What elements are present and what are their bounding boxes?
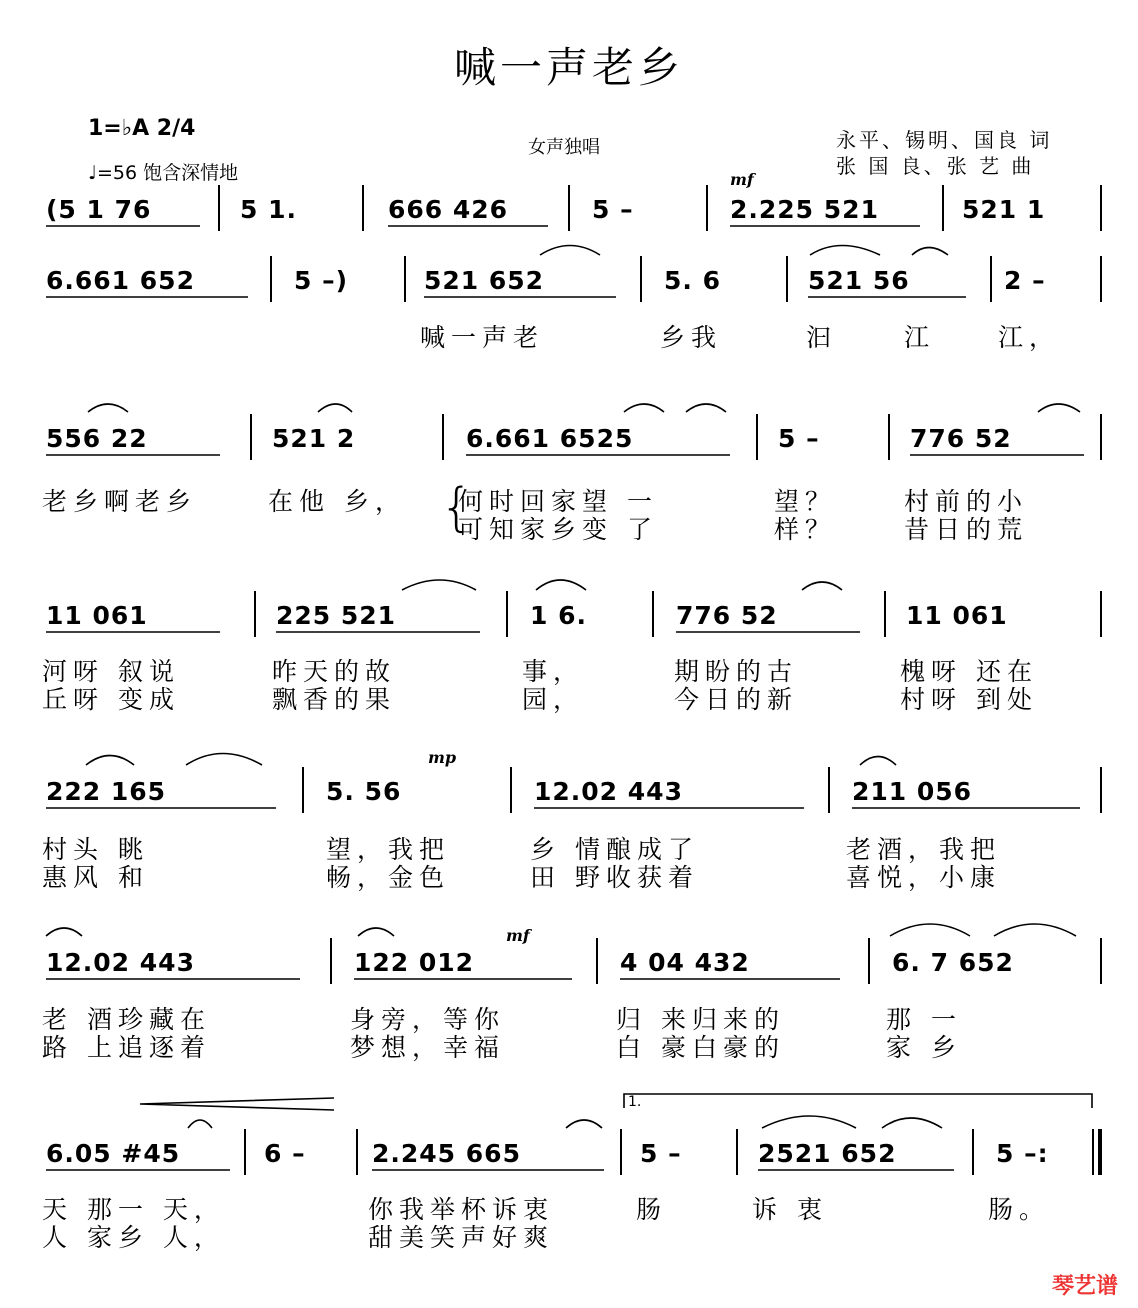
lyric-line: 江， xyxy=(998,323,1061,352)
lyric-line: 昨天的故 xyxy=(272,657,397,686)
lyric-line: 期盼的古 xyxy=(674,657,799,686)
measure: 12.02 443 xyxy=(46,948,195,977)
lyric-line-2: 梦想，幸福 xyxy=(350,1033,506,1062)
lyric-line-2: 甜美笑声好爽 xyxy=(368,1223,555,1252)
lyric-line: 喊一声老 xyxy=(420,323,545,352)
lyric-line: 老酒，我把 xyxy=(846,835,1002,864)
lyric-line-2: 田 野收获着 xyxy=(530,863,699,892)
measure: 5 –) xyxy=(294,266,349,295)
measure: 4 04 432 xyxy=(620,948,750,977)
lyric-line-2: 惠风 和 xyxy=(42,863,149,892)
lyric-line: 肠。 xyxy=(988,1195,1051,1224)
lyric-line-2: 喜悦，小康 xyxy=(846,863,1002,892)
measure: 6.661 6525 xyxy=(466,424,634,453)
lyric-line-2: 昔日的荒 xyxy=(904,515,1029,544)
dynamic-mark: mp xyxy=(428,748,457,767)
key-signature: 1=♭A 2/4 xyxy=(88,116,196,141)
measure: 6. 7 652 xyxy=(892,948,1014,977)
measure: 521 2 xyxy=(272,424,356,453)
lyric-line: 汩 xyxy=(806,323,838,352)
lyric-line: 何时回家望 一 xyxy=(458,487,658,516)
measure: 1 6. xyxy=(530,601,587,630)
measure: 776 52 xyxy=(910,424,1012,453)
lyric-line: 村头 眺 xyxy=(42,835,149,864)
dynamic-mark: mf xyxy=(506,926,530,945)
lyric-line: 老乡啊老乡 xyxy=(42,487,198,516)
measure: 521 652 xyxy=(424,266,545,295)
measure: 6.05 #45 xyxy=(46,1139,181,1168)
lyric-line: 江 xyxy=(904,323,936,352)
lyric-line: 村前的小 xyxy=(904,487,1029,516)
lyric-line: 老 酒珍藏在 xyxy=(42,1005,211,1034)
lyric-line-2: 飘香的果 xyxy=(272,685,397,714)
lyric-line: 身旁，等你 xyxy=(350,1005,506,1034)
measure: 666 426 xyxy=(388,195,509,224)
lyric-line-2: 路 上追逐着 xyxy=(42,1033,211,1062)
volta-label: 1. xyxy=(628,1094,642,1110)
measure: 556 22 xyxy=(46,424,148,453)
lyric-line-2: 园， xyxy=(522,685,585,714)
measure: 2.245 665 xyxy=(372,1139,521,1168)
measure: 11 061 xyxy=(906,601,1008,630)
measure: 5 1. xyxy=(240,195,297,224)
lyric-line: 那 一 xyxy=(886,1005,962,1034)
lyric-line-2: 今日的新 xyxy=(674,685,799,714)
lyric-line: 天 那一 天， xyxy=(42,1195,225,1224)
song-title: 喊一声老乡 xyxy=(453,43,684,92)
measure: 521 1 xyxy=(962,195,1046,224)
measure: 211 056 xyxy=(852,777,973,806)
measure: 122 012 xyxy=(354,948,475,977)
lyric-line-2: 可知家乡变 了 xyxy=(458,515,658,544)
measure: (5 1 76 xyxy=(46,195,152,224)
measure: 2.225 521 xyxy=(730,195,879,224)
measure: 5. 56 xyxy=(326,777,402,806)
measure: 5 – xyxy=(640,1139,682,1168)
watermark-logo: 琴艺谱 xyxy=(1051,1274,1118,1299)
lyric-line: 槐呀 还在 xyxy=(900,657,1038,686)
lyric-line: 河呀 叙说 xyxy=(42,657,180,686)
measure: 5 –: xyxy=(996,1139,1049,1168)
measure: 222 165 xyxy=(46,777,167,806)
measure: 776 52 xyxy=(676,601,778,630)
lyric-line: 乡我 xyxy=(660,323,723,352)
lyric-line: 在他 乡， xyxy=(268,487,406,516)
lyric-line: 乡 情酿成了 xyxy=(530,835,699,864)
lyric-line: 肠 xyxy=(636,1195,668,1224)
measure: 2 – xyxy=(1004,266,1046,295)
measure: 521 56 xyxy=(808,266,910,295)
lyric-line-2: 人 家乡 人， xyxy=(42,1223,225,1252)
performance-type: 女声独唱 xyxy=(528,137,600,158)
lyric-line-2: 丘呀 变成 xyxy=(42,685,180,714)
measure: 6 – xyxy=(264,1139,306,1168)
tempo-marking: ♩=56 饱含深情地 xyxy=(88,162,239,184)
measure: 2521 652 xyxy=(758,1139,897,1168)
verse-brace: { xyxy=(440,478,474,538)
lyricist-credit: 永平、锡明、国良 词 xyxy=(836,128,1053,152)
measure: 6.661 652 xyxy=(46,266,195,295)
lyric-line: 事， xyxy=(522,657,585,686)
lyric-line: 归 来归来的 xyxy=(616,1005,785,1034)
measure: 5 – xyxy=(778,424,820,453)
lyric-line-2: 家 乡 xyxy=(886,1033,962,1062)
measure: 225 521 xyxy=(276,601,397,630)
measure: 5. 6 xyxy=(664,266,721,295)
lyric-line: 望，我把 xyxy=(326,835,451,864)
lyric-line: 望？ xyxy=(774,487,837,516)
measure: 11 061 xyxy=(46,601,148,630)
lyric-line-2: 村呀 到处 xyxy=(900,685,1038,714)
lyric-line-2: 白 豪白豪的 xyxy=(616,1033,785,1062)
lyric-line: 你我举杯诉衷 xyxy=(368,1195,555,1224)
measure: 5 – xyxy=(592,195,634,224)
dynamic-mark: mf xyxy=(730,170,754,189)
measure: 12.02 443 xyxy=(534,777,683,806)
composer-credit: 张 国 良、张 艺 曲 xyxy=(836,154,1035,178)
lyric-line: 诉 衷 xyxy=(752,1195,828,1224)
lyric-line-2: 畅，金色 xyxy=(326,863,451,892)
lyric-line-2: 样？ xyxy=(774,515,837,544)
